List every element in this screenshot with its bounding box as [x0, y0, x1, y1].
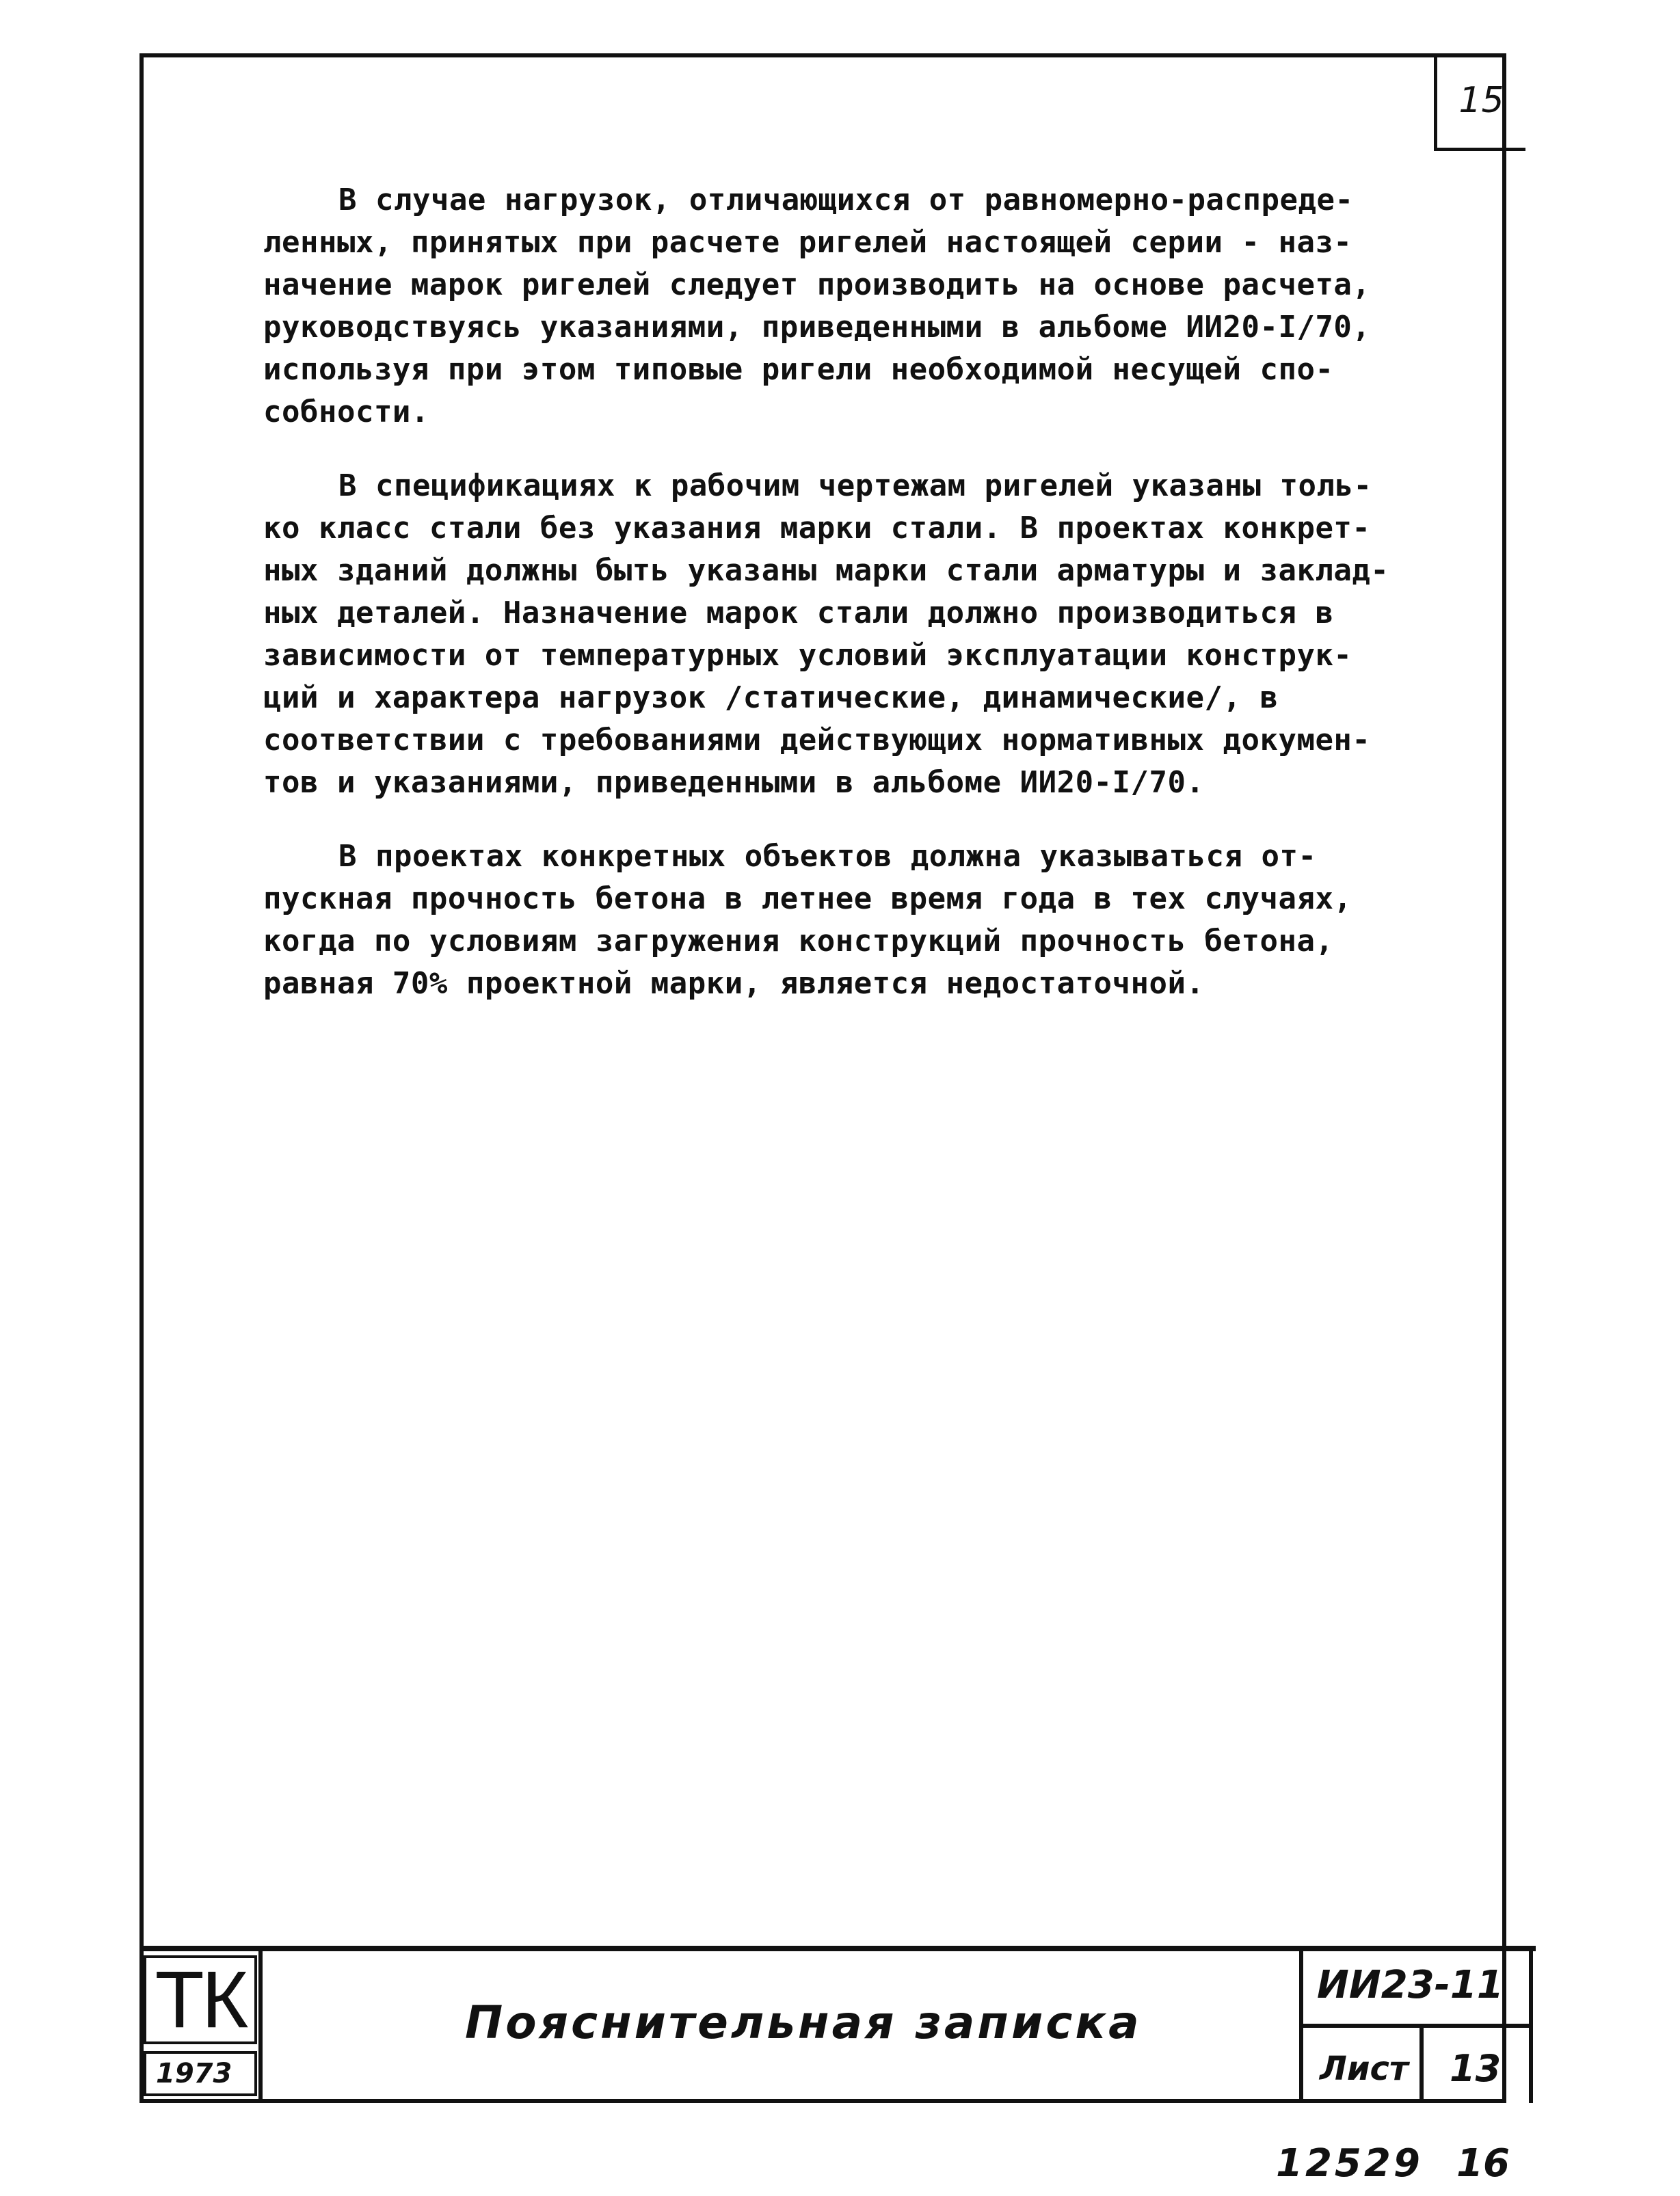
title-block-edge	[1529, 1946, 1536, 2103]
sheet-label: Лист	[1303, 2028, 1424, 2103]
text-line: ленных, принятых при расчете ригелей настоящей серии - наз-	[263, 225, 1352, 260]
text-line: В случае нагрузок, отличающихся от равномерно-распреде-	[338, 183, 1354, 217]
inventory-number: 12529	[1276, 2141, 1423, 2186]
text-line: используя при этом типовые ригели необходимой несущей спо-	[263, 352, 1334, 387]
text-line: тов и указаниями, приведенными в альбоме ИИ20-I/70.	[263, 765, 1205, 800]
series-code: ИИ23-11	[1303, 1951, 1529, 2028]
text-line: ных деталей. Назначение марок стали должно производиться в	[263, 595, 1334, 630]
text-line: когда по условиям загружения конструкций прочность бетона,	[263, 924, 1334, 959]
text-line: собности.	[263, 394, 429, 429]
text-line: пускная прочность бетона в летнее время года в тех случаях,	[263, 881, 1352, 916]
paragraph-2	[263, 465, 1480, 804]
logo-year: 1973	[144, 2051, 257, 2096]
footer-page-number: 16	[1456, 2141, 1510, 2186]
text-line: руководствуясь указаниями, приведенными в альбоме ИИ20-I/70,	[263, 310, 1371, 345]
text-line: ций и характера нагрузок /статические, динамические/, в	[263, 680, 1279, 715]
text-line: ных зданий должны быть указаны марки стали арматуры и заклад-	[263, 553, 1389, 588]
text-line: ко класс стали без указания марки стали. В проектах конкрет-	[263, 511, 1371, 546]
sheet-number: 13	[1450, 2047, 1502, 2090]
text-line: соответствии с требованиями действующих нормативных докумен-	[263, 723, 1371, 758]
text-line: равная 70% проектной марки, является недостаточной.	[263, 966, 1205, 1001]
document-title: Пояснительная записка	[465, 1996, 1142, 2049]
paragraph-3	[263, 835, 1480, 1005]
text-line: зависимости от температурных условий эксплуатации конструк-	[263, 638, 1352, 673]
text-line: В проектах конкретных объектов должна указываться от-	[338, 839, 1317, 874]
body-text	[263, 179, 1480, 1036]
paragraph-1	[263, 179, 1480, 433]
text-line: В спецификациях к рабочим чертежам ригелей указаны толь-	[338, 468, 1372, 503]
text-line: начение марок ригелей следует производить на основе расчета,	[263, 267, 1371, 302]
organization-logo: ТК	[144, 1955, 257, 2044]
corner-page-number: 15	[1434, 53, 1525, 151]
